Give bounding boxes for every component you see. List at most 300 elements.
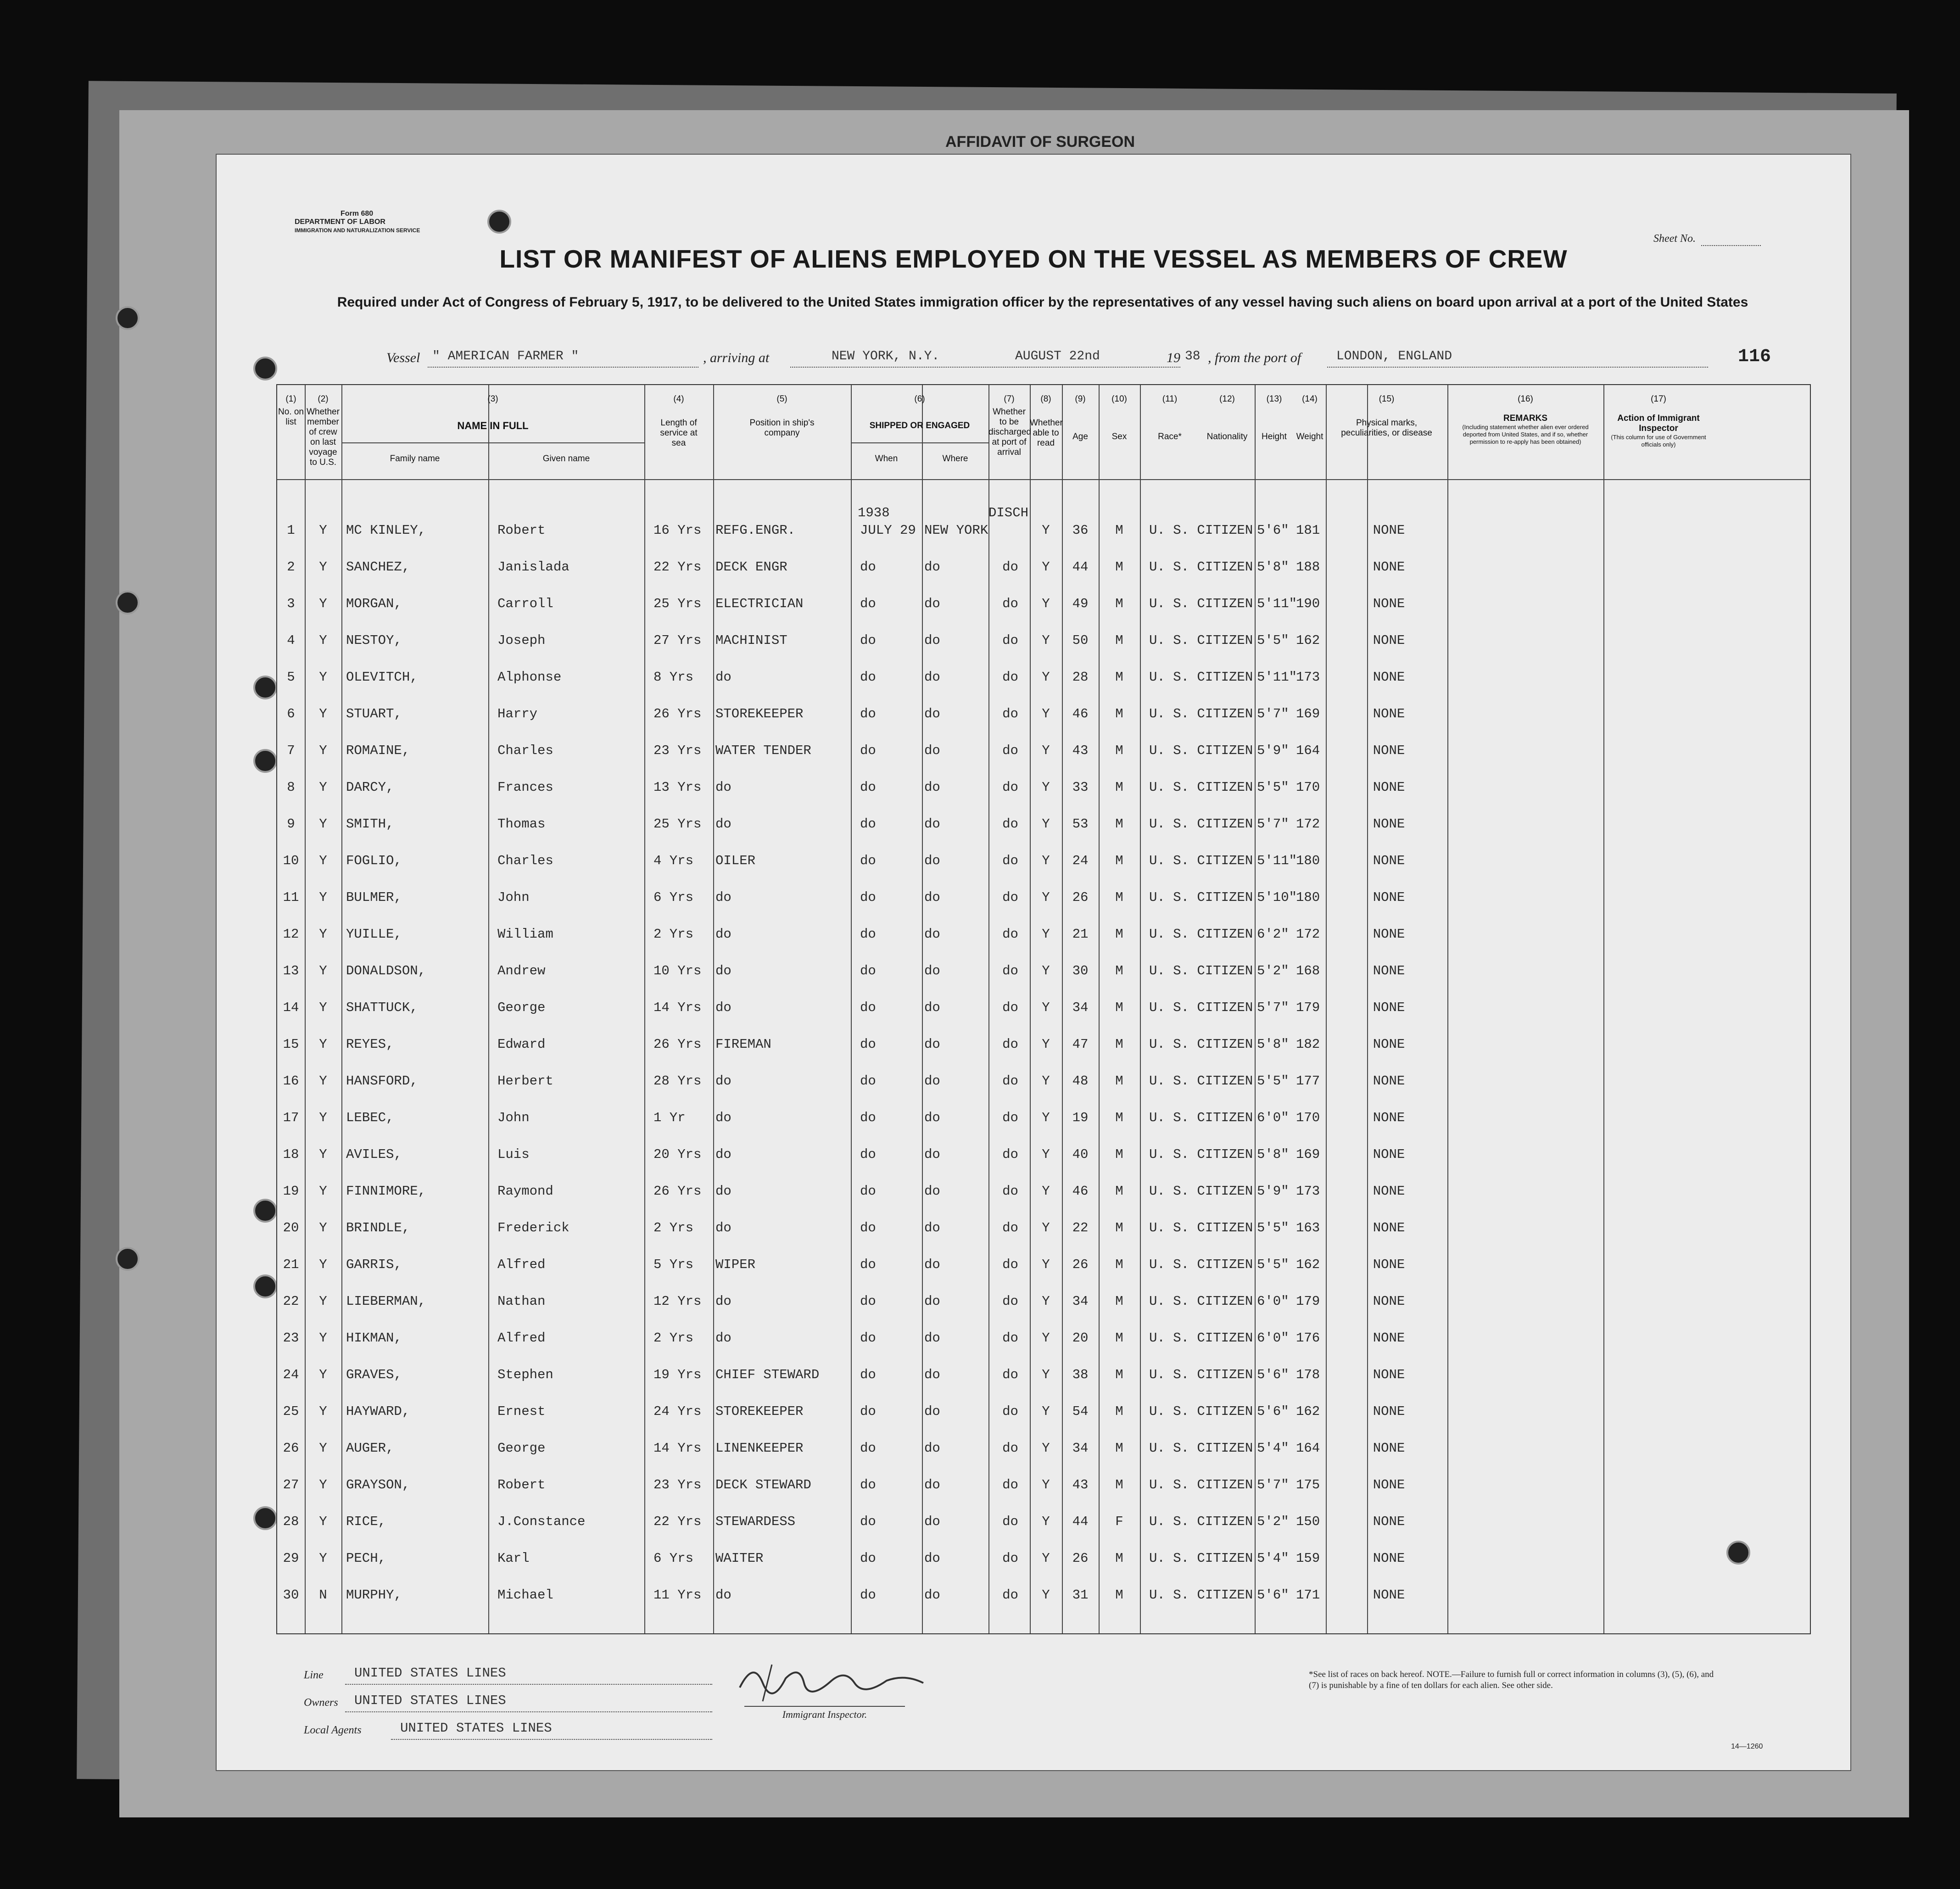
cell-h: 5'7"	[1257, 706, 1289, 721]
cell-pos: LINENKEEPER	[715, 1441, 804, 1456]
cell-given: Stephen	[497, 1367, 553, 1382]
cell-family: BRINDLE,	[346, 1220, 410, 1235]
table-row	[277, 853, 1810, 890]
cell-pos: do	[715, 963, 732, 978]
cell-len: 11 Yrs	[653, 1587, 702, 1603]
punch-hole	[253, 1274, 277, 1298]
underline	[428, 366, 698, 368]
cell-w: 170	[1296, 780, 1320, 795]
cell-race: U. S. CITIZEN	[1149, 927, 1253, 942]
cell-w: 162	[1296, 633, 1320, 648]
cell-family: SHATTUCK,	[346, 1000, 418, 1015]
cell-when: do	[860, 1587, 876, 1603]
cell-read: Y	[1042, 559, 1050, 575]
cell-no: 7	[287, 743, 295, 758]
cell-w: 176	[1296, 1330, 1320, 1346]
cell-given: Frederick	[497, 1220, 570, 1235]
cell-pm: NONE	[1373, 1441, 1405, 1456]
cell-len: 14 Yrs	[653, 1000, 702, 1015]
cell-pos: do	[715, 1147, 732, 1162]
cell-family: GARRIS,	[346, 1257, 402, 1272]
cell-dis: do	[1002, 1294, 1018, 1309]
cell-age: 48	[1072, 1073, 1089, 1089]
cell-pm: NONE	[1373, 853, 1405, 868]
owners-value: UNITED STATES LINES	[354, 1693, 506, 1708]
cell-sex: M	[1115, 1184, 1123, 1199]
cell-race: U. S. CITIZEN	[1149, 1257, 1253, 1272]
footnote: *See list of races on back hereof. NOTE.—Failure to furnish full or correct information in columns (3), (5), (6), and (7) is punishable by a fine of ten dollars for each alien. See other side.	[1309, 1670, 1714, 1690]
cell-len: 13 Yrs	[653, 780, 702, 795]
cell-when: do	[860, 1037, 876, 1052]
cell-family: GRAVES,	[346, 1367, 402, 1382]
table-row	[277, 1110, 1810, 1147]
cell-given: George	[497, 1000, 546, 1015]
cell-dis: do	[1002, 1441, 1018, 1456]
cell-dis: do	[1002, 1073, 1018, 1089]
cell-pm: NONE	[1373, 890, 1405, 905]
cell-pos: REFG.ENGR.	[715, 523, 796, 538]
cell-h: 5'5"	[1257, 1073, 1289, 1089]
cell-race: U. S. CITIZEN	[1149, 596, 1253, 611]
cell-no: 29	[283, 1551, 299, 1566]
cell-age: 28	[1072, 670, 1089, 685]
sheet-number: 116	[1738, 347, 1771, 367]
cell-pos: do	[715, 816, 732, 832]
cell-given: Ernest	[497, 1404, 546, 1419]
cell-read: Y	[1042, 1184, 1050, 1199]
cell-h: 5'7"	[1257, 1000, 1289, 1015]
cell-dis: do	[1002, 963, 1018, 978]
cell-h: 5'5"	[1257, 1220, 1289, 1235]
cell-sex: M	[1115, 1073, 1123, 1089]
cell-given: Thomas	[497, 816, 546, 832]
cell-age: 47	[1072, 1037, 1089, 1052]
year-label: 19	[1167, 350, 1180, 365]
cell-dis: do	[1002, 1404, 1018, 1419]
cell-race: U. S. CITIZEN	[1149, 1000, 1253, 1015]
cell-h: 5'9"	[1257, 743, 1289, 758]
cell-read: Y	[1042, 1330, 1050, 1346]
cell-family: DONALDSON,	[346, 963, 426, 978]
cell-len: 14 Yrs	[653, 1441, 702, 1456]
cell-pos: ELECTRICIAN	[715, 596, 804, 611]
cell-age: 24	[1072, 853, 1089, 868]
cell-given: Karl	[497, 1551, 530, 1566]
table-row	[277, 780, 1810, 816]
cell-race: U. S. CITIZEN	[1149, 1441, 1253, 1456]
cell-m: Y	[319, 890, 327, 905]
cell-len: 20 Yrs	[653, 1147, 702, 1162]
cell-len: 5 Yrs	[653, 1257, 694, 1272]
cell-given: Charles	[497, 743, 553, 758]
cell-read: Y	[1042, 780, 1050, 795]
cell-when: do	[860, 706, 876, 721]
cell-race: U. S. CITIZEN	[1149, 780, 1253, 795]
cell-family: MC KINLEY,	[346, 523, 426, 538]
cell-race: U. S. CITIZEN	[1149, 1367, 1253, 1382]
table-row	[277, 1477, 1810, 1514]
underline	[790, 366, 1180, 368]
cell-pos: WIPER	[715, 1257, 756, 1272]
cell-w: 159	[1296, 1551, 1320, 1566]
cell-race: U. S. CITIZEN	[1149, 1551, 1253, 1566]
cell-age: 22	[1072, 1220, 1089, 1235]
cell-sex: M	[1115, 1147, 1123, 1162]
table-row	[277, 927, 1810, 963]
cell-family: ROMAINE,	[346, 743, 410, 758]
punch-hole	[253, 1506, 277, 1530]
cell-h: 5'8"	[1257, 1037, 1289, 1052]
cell-pm: NONE	[1373, 1037, 1405, 1052]
table-row	[277, 1367, 1810, 1404]
cell-where: do	[924, 963, 940, 978]
cell-given: Herbert	[497, 1073, 553, 1089]
cell-where: do	[924, 1037, 940, 1052]
cell-when: do	[860, 1184, 876, 1199]
cell-given: Michael	[497, 1587, 553, 1603]
cell-pos: MACHINIST	[715, 633, 787, 648]
cell-when: do	[860, 963, 876, 978]
cell-pm: NONE	[1373, 1514, 1405, 1529]
table-row	[277, 1330, 1810, 1367]
cell-when: do	[860, 1367, 876, 1382]
cell-family: BULMER,	[346, 890, 402, 905]
cell-no: 1	[287, 523, 295, 538]
cell-no: 25	[283, 1404, 299, 1419]
cell-no: 4	[287, 633, 295, 648]
cell-dis: do	[1002, 1037, 1018, 1052]
cell-h: 5'6"	[1257, 1404, 1289, 1419]
cell-family: MURPHY,	[346, 1587, 402, 1603]
cell-age: 36	[1072, 523, 1089, 538]
cell-family: HAYWARD,	[346, 1404, 410, 1419]
cell-pm: NONE	[1373, 1000, 1405, 1015]
agents-value: UNITED STATES LINES	[400, 1721, 552, 1736]
cell-read: Y	[1042, 1037, 1050, 1052]
cell-given: Alfred	[497, 1257, 546, 1272]
cell-pm: NONE	[1373, 1404, 1405, 1419]
cell-read: Y	[1042, 633, 1050, 648]
cell-when: do	[860, 743, 876, 758]
cell-when: JULY 29	[860, 523, 916, 538]
page-title: LIST OR MANIFEST OF ALIENS EMPLOYED ON THE VESSEL AS MEMBERS OF CREW	[499, 245, 1568, 273]
cell-no: 18	[283, 1147, 299, 1162]
cell-given: Robert	[497, 1477, 546, 1492]
cell-given: J.Constance	[497, 1514, 586, 1529]
cell-sex: M	[1115, 853, 1123, 868]
cell-len: 1 Yr	[653, 1110, 686, 1125]
cell-race: U. S. CITIZEN	[1149, 1110, 1253, 1125]
cell-pm: NONE	[1373, 596, 1405, 611]
col14-header: (14) Weight	[1296, 394, 1323, 442]
cell-family: RICE,	[346, 1514, 386, 1529]
cell-race: U. S. CITIZEN	[1149, 706, 1253, 721]
cell-len: 6 Yrs	[653, 890, 694, 905]
cell-h: 5'6"	[1257, 1587, 1289, 1603]
cell-read: Y	[1042, 523, 1050, 538]
col2-header: (2) Whether member of crew on last voyage to U.S.	[307, 394, 340, 467]
cell-no: 21	[283, 1257, 299, 1272]
cell-when: do	[860, 1147, 876, 1162]
cell-family: YUILLE,	[346, 927, 402, 942]
sheet-no-text: Sheet No.	[1653, 233, 1696, 245]
cell-given: Raymond	[497, 1184, 553, 1199]
cell-read: Y	[1042, 1404, 1050, 1419]
cell-sex: M	[1115, 1330, 1123, 1346]
cell-no: 23	[283, 1330, 299, 1346]
cell-sex: M	[1115, 816, 1123, 832]
cell-when: do	[860, 890, 876, 905]
cell-pm: NONE	[1373, 1587, 1405, 1603]
cell-h: 5'2"	[1257, 963, 1289, 978]
cell-pos: WAITER	[715, 1551, 764, 1566]
cell-given: Edward	[497, 1037, 546, 1052]
cell-no: 10	[283, 853, 299, 868]
discharge-note: DISCH	[988, 505, 1029, 520]
cell-where: do	[924, 1184, 940, 1199]
cell-where: NEW YORK	[924, 523, 988, 538]
cell-pos: do	[715, 670, 732, 685]
cell-where: do	[924, 1330, 940, 1346]
from-port-label: , from the port of	[1208, 350, 1301, 365]
cell-len: 28 Yrs	[653, 1073, 702, 1089]
cell-dis: do	[1002, 1184, 1018, 1199]
cell-pm: NONE	[1373, 743, 1405, 758]
cell-w: 179	[1296, 1000, 1320, 1015]
cell-read: Y	[1042, 1367, 1050, 1382]
cell-dis: do	[1002, 1257, 1018, 1272]
cell-pos: do	[715, 1184, 732, 1199]
cell-where: do	[924, 1257, 940, 1272]
cell-sex: M	[1115, 1037, 1123, 1052]
cell-where: do	[924, 1551, 940, 1566]
cell-no: 9	[287, 816, 295, 832]
cell-pm: NONE	[1373, 1551, 1405, 1566]
cell-pos: do	[715, 1110, 732, 1125]
cell-family: MORGAN,	[346, 596, 402, 611]
cell-race: U. S. CITIZEN	[1149, 1587, 1253, 1603]
cell-len: 25 Yrs	[653, 596, 702, 611]
cell-sex: M	[1115, 963, 1123, 978]
cell-h: 5'9"	[1257, 1184, 1289, 1199]
cell-len: 2 Yrs	[653, 1330, 694, 1346]
cell-pos: CHIEF STEWARD	[715, 1367, 820, 1382]
cell-m: N	[319, 1587, 327, 1603]
cell-sex: M	[1115, 1587, 1123, 1603]
table-row	[277, 1587, 1810, 1624]
cell-len: 26 Yrs	[653, 1184, 702, 1199]
table-row	[277, 670, 1810, 706]
cell-pm: NONE	[1373, 1220, 1405, 1235]
cell-pm: NONE	[1373, 1477, 1405, 1492]
cell-len: 19 Yrs	[653, 1367, 702, 1382]
cell-no: 27	[283, 1477, 299, 1492]
cell-dis: do	[1002, 1220, 1018, 1235]
cell-w: 173	[1296, 670, 1320, 685]
cell-age: 43	[1072, 743, 1089, 758]
cell-w: 163	[1296, 1220, 1320, 1235]
punch-hole	[116, 1247, 140, 1271]
cell-when: do	[860, 1404, 876, 1419]
cell-age: 30	[1072, 963, 1089, 978]
cell-w: 179	[1296, 1294, 1320, 1309]
cell-m: Y	[319, 927, 327, 942]
cell-age: 19	[1072, 1110, 1089, 1125]
cell-pm: NONE	[1373, 670, 1405, 685]
cell-race: U. S. CITIZEN	[1149, 1037, 1253, 1052]
cell-dis: do	[1002, 1587, 1018, 1603]
cell-no: 17	[283, 1110, 299, 1125]
col12-header: (12) Nationality	[1206, 394, 1248, 442]
cell-where: do	[924, 853, 940, 868]
cell-family: HIKMAN,	[346, 1330, 402, 1346]
cell-read: Y	[1042, 743, 1050, 758]
cell-race: U. S. CITIZEN	[1149, 559, 1253, 575]
cell-w: 169	[1296, 706, 1320, 721]
cell-pm: NONE	[1373, 559, 1405, 575]
cell-dis: do	[1002, 1514, 1018, 1529]
cell-pos: do	[715, 1220, 732, 1235]
cell-sex: M	[1115, 1477, 1123, 1492]
cell-where: do	[924, 670, 940, 685]
cell-no: 24	[283, 1367, 299, 1382]
cell-no: 8	[287, 780, 295, 795]
cell-sex: M	[1115, 1220, 1123, 1235]
cell-given: Nathan	[497, 1294, 546, 1309]
punch-hole	[116, 591, 140, 615]
cell-len: 23 Yrs	[653, 743, 702, 758]
cell-sex: M	[1115, 706, 1123, 721]
cell-sex: M	[1115, 596, 1123, 611]
cell-race: U. S. CITIZEN	[1149, 1514, 1253, 1529]
cell-sex: M	[1115, 1257, 1123, 1272]
cell-where: do	[924, 596, 940, 611]
cell-m: Y	[319, 853, 327, 868]
cell-pos: do	[715, 780, 732, 795]
cell-when: do	[860, 596, 876, 611]
cell-pm: NONE	[1373, 816, 1405, 832]
cell-m: Y	[319, 1147, 327, 1162]
cell-given: Joseph	[497, 633, 546, 648]
cell-dis: do	[1002, 780, 1018, 795]
cell-w: 181	[1296, 523, 1320, 538]
table-row	[277, 1441, 1810, 1477]
cell-sex: M	[1115, 1294, 1123, 1309]
cell-m: Y	[319, 1220, 327, 1235]
cell-where: do	[924, 1514, 940, 1529]
cell-where: do	[924, 816, 940, 832]
cell-race: U. S. CITIZEN	[1149, 816, 1253, 832]
cell-dis: do	[1002, 1330, 1018, 1346]
cell-m: Y	[319, 743, 327, 758]
cell-pm: NONE	[1373, 1367, 1405, 1382]
col10-header: (10) Sex	[1111, 394, 1127, 442]
cell-age: 54	[1072, 1404, 1089, 1419]
cell-no: 20	[283, 1220, 299, 1235]
cell-age: 53	[1072, 816, 1089, 832]
cell-no: 13	[283, 963, 299, 978]
cell-h: 6'2"	[1257, 927, 1289, 942]
cell-age: 21	[1072, 927, 1089, 942]
cell-where: do	[924, 1367, 940, 1382]
cell-family: GRAYSON,	[346, 1477, 410, 1492]
col8-header: (8) Whether able to read	[1030, 394, 1063, 448]
cell-sex: M	[1115, 743, 1123, 758]
cell-read: Y	[1042, 596, 1050, 611]
cell-age: 31	[1072, 1587, 1089, 1603]
cell-where: do	[924, 1587, 940, 1603]
cell-when: do	[860, 927, 876, 942]
cell-read: Y	[1042, 927, 1050, 942]
cell-read: Y	[1042, 1000, 1050, 1015]
cell-w: 188	[1296, 559, 1320, 575]
cell-pos: do	[715, 1073, 732, 1089]
when-header: When	[875, 454, 898, 464]
table-row	[277, 523, 1810, 559]
cell-given: John	[497, 890, 530, 905]
cell-h: 5'10"	[1257, 890, 1297, 905]
cell-w: 162	[1296, 1404, 1320, 1419]
cell-read: Y	[1042, 890, 1050, 905]
cell-len: 16 Yrs	[653, 523, 702, 538]
table-row	[277, 890, 1810, 927]
punch-hole	[116, 306, 140, 330]
cell-h: 5'8"	[1257, 559, 1289, 575]
cell-m: Y	[319, 1441, 327, 1456]
cell-when: do	[860, 1514, 876, 1529]
cell-given: Andrew	[497, 963, 546, 978]
cell-no: 30	[283, 1587, 299, 1603]
cell-m: Y	[319, 1257, 327, 1272]
cell-race: U. S. CITIZEN	[1149, 1184, 1253, 1199]
cell-family: STUART,	[346, 706, 402, 721]
cell-m: Y	[319, 706, 327, 721]
table-row	[277, 1037, 1810, 1073]
cell-where: do	[924, 780, 940, 795]
cell-when: do	[860, 780, 876, 795]
cell-family: OLEVITCH,	[346, 670, 418, 685]
cell-when: do	[860, 1441, 876, 1456]
page-subtitle: Required under Act of Congress of February 5, 1917, to be delivered to the United States immigration officer by the representatives of any vessel having such aliens on board upon arrival at a port of the United States	[337, 295, 1748, 310]
cell-given: Carroll	[497, 596, 553, 611]
cell-race: U. S. CITIZEN	[1149, 743, 1253, 758]
cell-sex: M	[1115, 1000, 1123, 1015]
cell-read: Y	[1042, 1441, 1050, 1456]
cell-when: do	[860, 853, 876, 868]
cell-where: do	[924, 559, 940, 575]
cell-family: REYES,	[346, 1037, 394, 1052]
form-code: 14—1260	[1731, 1743, 1763, 1750]
cell-h: 6'0"	[1257, 1294, 1289, 1309]
cell-w: 177	[1296, 1073, 1320, 1089]
col17-header: (17) Action of Immigrant Inspector (This column for use of Government officials only)	[1611, 394, 1706, 448]
cell-race: U. S. CITIZEN	[1149, 523, 1253, 538]
cell-read: Y	[1042, 1587, 1050, 1603]
cell-m: Y	[319, 1330, 327, 1346]
cell-pos: do	[715, 1330, 732, 1346]
cell-len: 23 Yrs	[653, 1477, 702, 1492]
cell-family: FINNIMORE,	[346, 1184, 426, 1199]
cell-pos: STEWARDESS	[715, 1514, 796, 1529]
cell-when: do	[860, 1294, 876, 1309]
table-row	[277, 816, 1810, 853]
col5-header: (5) Position in ship's company	[749, 394, 815, 438]
cell-len: 22 Yrs	[653, 1514, 702, 1529]
cell-race: U. S. CITIZEN	[1149, 963, 1253, 978]
cell-read: Y	[1042, 670, 1050, 685]
cell-no: 15	[283, 1037, 299, 1052]
cell-m: Y	[319, 1294, 327, 1309]
